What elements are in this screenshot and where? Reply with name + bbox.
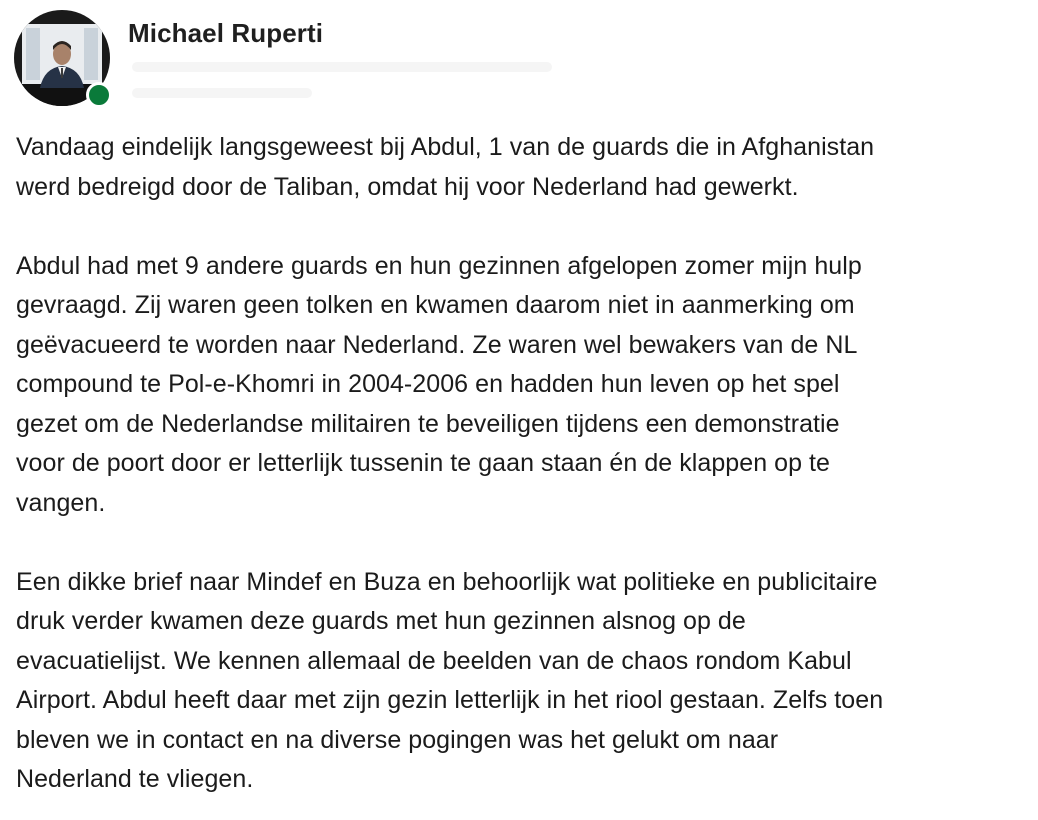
avatar[interactable] [14,10,110,106]
post-timestamp-placeholder [132,88,312,98]
online-status-dot [86,82,112,108]
post-header [14,10,1014,110]
post-paragraph: Abdul had met 9 andere guards en hun gezinnen afgelopen zomer mijn hulp gevraagd. Zij waren geen tolken en kwamen daarom niet in aanmerking om geëvacueerd te worden naar Nederland. Ze waren wel bewakers van de NL compound te Pol-e-Khomri in 2004-2006 en hadden hun leven op het spel gezet om de Nederlandse militairen te beveiligen tijdens een demonstratie voor de poort door er letterlijk tussenin te gaan staan én de klappen op te vangen. [16,251,862,517]
author-headline-placeholder [132,62,552,72]
author-name[interactable]: Michael Ruperti [128,18,324,48]
post-paragraph: Een dikke brief naar Mindef en Buza en behoorlijk wat politieke en publicitaire druk verder kwamen deze guards met hun gezinnen alsnog op de evacuatielijst. We kennen allemaal de beelden van de chaos rondom Kabul Airport. Abdul heeft daar met zijn gezin letterlijk in het riool gestaan. Zelfs toen bleven we in contact en na diverse pogingen was het gelukt om naar Nederland te vliegen. [16,567,884,793]
post-paragraph: Vandaag eindelijk langsgeweest bij Abdul, 1 van de guards die in Afghanistan werd bedreigd door de Taliban, omdat hij voor Nederland had gewerkt. [16,133,875,201]
post-body [16,128,1026,800]
